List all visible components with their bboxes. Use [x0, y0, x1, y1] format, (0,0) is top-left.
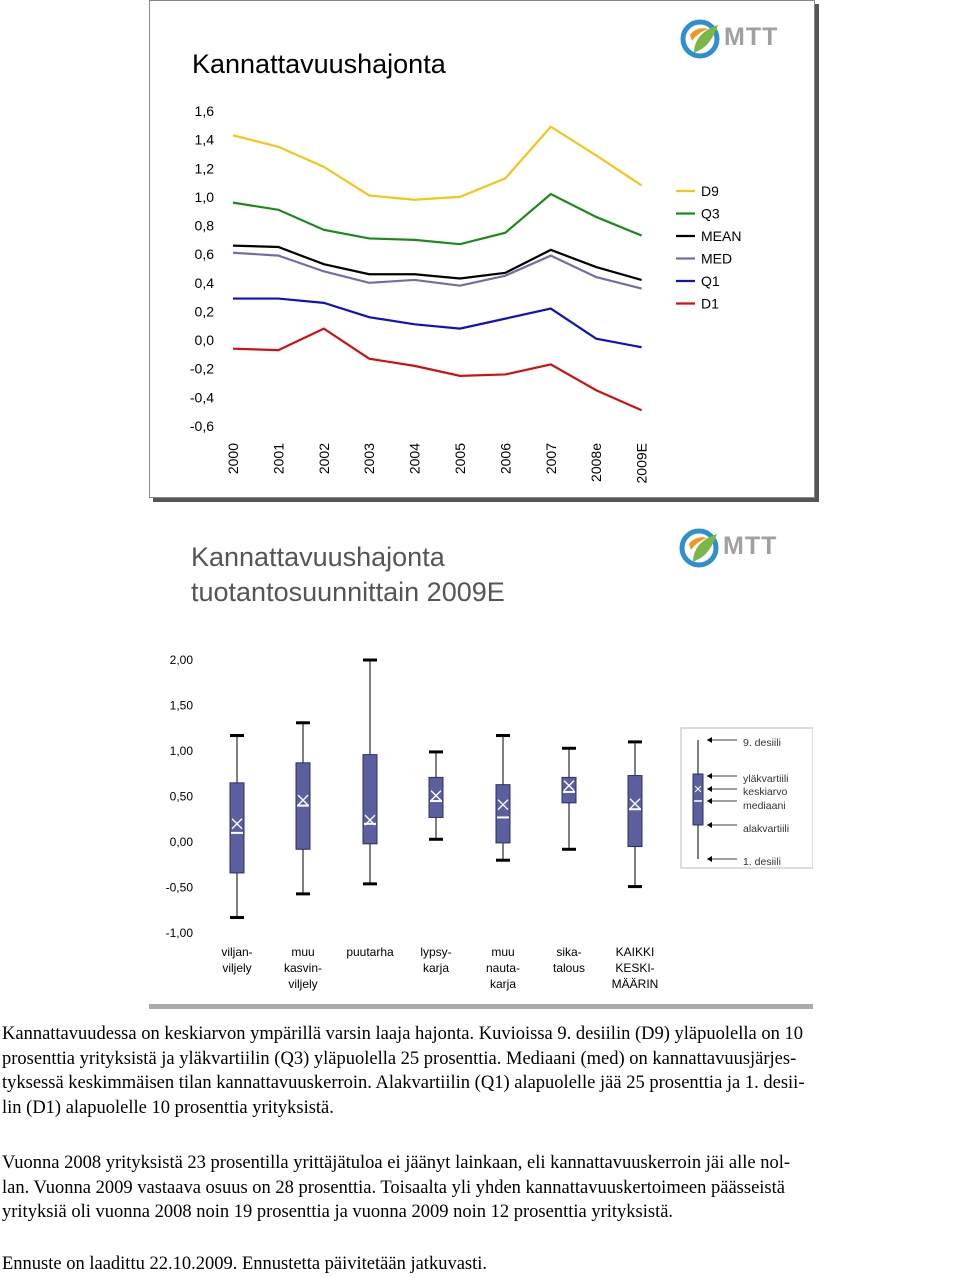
y-tick-label: 1,50 — [169, 698, 193, 713]
box-3 — [363, 660, 377, 884]
logo-text: MTT — [724, 23, 779, 51]
x-tick-label: 2007 — [542, 443, 559, 475]
x-tick-label: 2002 — [315, 443, 332, 475]
y-tick-label: -1,00 — [165, 926, 193, 940]
x-tick-label: 2006 — [497, 443, 514, 475]
x-category-label: kasvin- — [283, 961, 323, 975]
box-chart — [149, 512, 813, 1004]
x-category-label: MÄÄRIN — [611, 977, 659, 991]
x-category-label: karja — [489, 977, 517, 991]
y-tick-label: 0,00 — [169, 835, 193, 849]
box-7 — [628, 742, 642, 887]
y-tick-label: 0,8 — [194, 217, 214, 234]
chart2-title-line1: Kannattavuushajonta — [191, 542, 445, 572]
paragraph-line: Kannattavuudessa on keskiarvon ympärillä varsin laaja hajonta. Kuvioissa 9. desiilin (D9) yläpuolella on 10 — [2, 1024, 803, 1044]
y-tick-label: 0,4 — [194, 274, 214, 291]
x-category-label: talous — [552, 961, 586, 975]
legend-label: mediaani — [743, 800, 786, 812]
y-tick-label: 0,50 — [169, 789, 193, 804]
chart2-title-line2: tuotantosuunnittain 2009E — [191, 577, 505, 607]
y-tick-label: 1,00 — [169, 744, 193, 758]
x-category-label: KESKI- — [615, 961, 655, 975]
box-body — [363, 755, 377, 844]
x-category-label: sika- — [556, 945, 582, 959]
y-tick-label: 1,4 — [194, 131, 214, 148]
x-category-label: lypsy- — [420, 945, 452, 959]
box-body — [496, 785, 510, 843]
box-2 — [296, 723, 310, 894]
x-tick-label: 2003 — [361, 443, 378, 475]
series-line — [233, 194, 642, 244]
y-tick-label: -0,50 — [165, 880, 193, 895]
legend-label: 9. desiili — [743, 737, 781, 749]
legend-label: alakvartiili — [743, 823, 790, 835]
x-tick-label: 2004 — [406, 443, 423, 475]
x-category-label: karja — [422, 961, 450, 975]
x-tick-label: 2008e — [588, 443, 605, 482]
paragraph-line: Ennuste on laadittu 22.10.2009. Ennustetta päivitetään jatkuvasti. — [2, 1254, 488, 1274]
y-tick-label: 0,6 — [194, 246, 214, 263]
paragraph-1 — [2, 1022, 957, 1120]
y-tick-label: 1,2 — [194, 160, 214, 177]
series-line — [233, 246, 642, 280]
x-category-label: viljely — [288, 977, 318, 991]
x-category-label: puutarha — [346, 945, 394, 959]
paragraph-line: Vuonna 2008 yrityksistä 23 prosentilla yrittäjätuloa ei jäänyt lainkaan, eli kannattavuuskerroin jäi alle nol- — [2, 1153, 791, 1173]
legend-label: D9 — [701, 183, 719, 199]
chart1-title: Kannattavuushajonta — [192, 49, 446, 79]
logo-text: MTT — [723, 532, 778, 560]
series-line — [233, 329, 642, 411]
paragraph-line: yrityksiä oli vuonna 2008 noin 19 prosenttia ja vuonna 2009 noin 12 prosenttia yrityksistä. — [2, 1202, 674, 1222]
x-category-label: nauta- — [485, 961, 521, 975]
y-tick-label: -0,4 — [189, 389, 214, 406]
x-category-label: KAIKKI — [615, 945, 655, 959]
paragraph-3 — [2, 1252, 957, 1277]
box-body — [628, 776, 642, 847]
paragraph-line: tyksessä keskimmäisen tilan kannattavuuskerroin. Alakvartiilin (Q1) alapuolelle jää 25 prosenttia ja 1. desii- — [2, 1073, 805, 1093]
y-tick-label: -0,6 — [189, 418, 214, 434]
x-tick-label: 2000 — [225, 443, 241, 475]
y-tick-label: 2,00 — [169, 653, 193, 667]
line-chart-slide — [149, 0, 815, 498]
legend-label: Q1 — [701, 273, 720, 289]
x-category-label: viljan- — [221, 945, 253, 959]
box-chart-slide — [149, 512, 813, 1004]
legend-label: MED — [701, 250, 733, 267]
box-5 — [496, 736, 510, 861]
legend-label: Q3 — [701, 205, 720, 222]
paragraph-2 — [2, 1151, 957, 1225]
legend-label: MEAN — [701, 228, 742, 244]
legend-label: 1. desiili — [743, 856, 781, 868]
legend-label: D1 — [701, 295, 719, 312]
legend-label: keskiarvo — [743, 786, 788, 798]
paragraph-line: lin (D1) alapuolelle 10 prosenttia yrityksistä. — [2, 1097, 334, 1118]
x-category-label: muu — [291, 945, 315, 959]
y-tick-label: 1,0 — [194, 188, 214, 205]
x-category-label: viljely — [222, 961, 252, 975]
x-tick-label: 2005 — [452, 443, 468, 475]
y-tick-label: 0,0 — [194, 332, 214, 349]
paragraph-line: lan. Vuonna 2009 vastaava osuus on 28 prosenttia. Toisaalta yli yhden kannattavuuskertoimeen päässeistä — [2, 1177, 785, 1198]
y-tick-label: 0,2 — [194, 303, 214, 320]
series-line — [233, 253, 642, 289]
x-category-label: muu — [491, 945, 515, 959]
legend-label: yläkvartiili — [743, 773, 789, 785]
series-line — [233, 299, 642, 348]
box-6 — [562, 748, 576, 849]
line-chart — [150, 1, 814, 497]
y-tick-label: 1,6 — [194, 103, 214, 119]
box-4 — [429, 752, 443, 839]
box-body — [429, 777, 443, 817]
paragraph-line: prosenttia yrityksistä ja yläkvartiilin (Q3) yläpuolella 25 prosenttia. Mediaani (med) on kannattavuusjärjes- — [2, 1048, 797, 1069]
box-1 — [230, 736, 244, 918]
series-line — [233, 127, 642, 200]
legend-box-body — [693, 774, 703, 825]
y-tick-label: -0,2 — [189, 360, 214, 377]
x-tick-label: 2009E — [633, 443, 650, 484]
x-tick-label: 2001 — [270, 443, 287, 475]
